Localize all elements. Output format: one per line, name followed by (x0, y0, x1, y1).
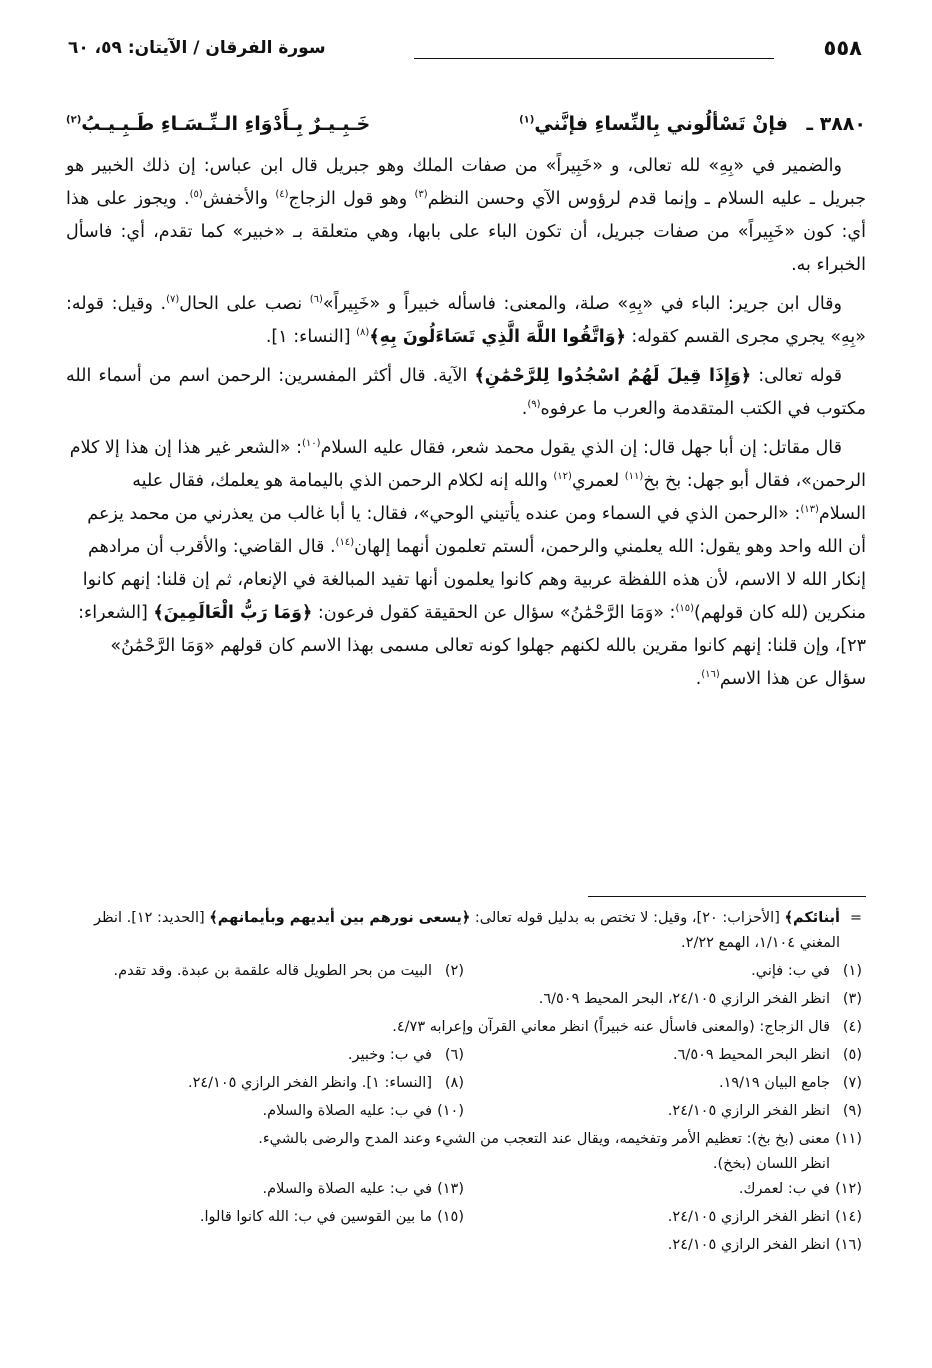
footnote: (١٣)في ب: عليه الصلاة والسلام. (262, 1181, 464, 1197)
footnote-row (66, 1043, 862, 1071)
footnote-row (66, 1099, 862, 1127)
footnote-row (66, 959, 862, 987)
footnote-marker: (١) (519, 114, 535, 126)
footnote: (١٢)في ب: لعمرك. (738, 1181, 862, 1197)
footnote-marker: (٢) (66, 114, 82, 126)
verse-number: ٣٨٨٠ ـ (806, 113, 866, 135)
footnote-marker: (١٤) (335, 537, 355, 549)
footnote: (١)في ب: فإني. (751, 963, 862, 979)
quran-quote: ﴿وَاتَّقُوا اللَّهَ الَّذِي تَسَاءَلُونَ بِهِ﴾ (369, 327, 626, 347)
footnote: (١٠)في ب: عليه الصلاة والسلام. (262, 1103, 464, 1119)
footnote: (٩)انظر الفخر الرازي ٢٤/١٠٥. (667, 1103, 862, 1119)
footnote: (٢)البيت من بحر الطويل قاله علقمة بن عبدة. وقد تقدم. (113, 963, 464, 979)
footnote-marker: (٣) (414, 189, 428, 201)
quran-quote: ﴿وَإِذَا قِيلَ لَهُمُ اسْجُدُوا لِلرَّحْمَٰنِ﴾ (474, 366, 752, 386)
quran-quote: ﴿وَمَا رَبُّ الْعَالَمِينَ﴾ (153, 603, 313, 623)
paragraph-3: قوله تعالى: ﴿وَإِذَا قِيلَ لَهُمُ اسْجُدُوا لِلرَّحْمَٰنِ﴾ الآية. قال أكثر المفسرين: الرحمن اسم من أسماء الله مكتوب في الكتب المتقدمة والعرب ما عرفوه$^{(٩)}$. (66, 366, 866, 419)
footnote-marker: (١٢) (553, 471, 572, 483)
footnote-marker: (١٦) (701, 669, 720, 681)
footnote-row (66, 1177, 862, 1205)
footnotes (66, 906, 862, 1261)
footnote-11: (١١)معنى (بخ بخ): تعظيم الأمر وتفخيمه، ويقال عند التعجب من الشيء وعند المدح والرضى بالشيء. انظر اللسان (بخخ). (258, 1131, 862, 1172)
footnote: (٤)قال الزجاج: (والمعنى فاسأل عنه خبيراً) انظر معاني القرآن وإعرابه ٤/٧٣. (392, 1019, 862, 1035)
footnote-row (66, 1015, 862, 1043)
footnote-row (66, 1233, 862, 1261)
footnote-row (66, 987, 862, 1015)
footnote-separator (588, 896, 866, 897)
footnote-marker: (١١) (624, 471, 644, 483)
first-hemistich: فإنْ تَسْألُوني بِالنِّساءِ فإنَّني$^{(١)}$ (519, 113, 788, 135)
paragraph-1: والضمير في «بِهِ» لله تعالى، و «خَبِيراً» من صفات الملك وهو جبريل قال ابن عباس: إن ذلك الخبير هو جبريل ـ عليه السلام ـ وإنما قدم لرؤوس الآي وحسن النظم$^{(٣)}$ وهو قول الزجاج$^{(٤)}$ والأخفش$^{(٥)}$. ويجوز على هذا أي: كون «خَبِيراً» من صفات جبريل، أن تكون الباء على بابها، وهي متعلقة بـ «خبير» كما تقدم، أي: فاسأل الخبراء به. (66, 156, 867, 275)
footnote-row (66, 1205, 862, 1233)
footnote-continuation: = أبنائكم﴾ [الأحزاب: ٢٠]، وقيل: لا تختص به بدليل قوله تعالى: ﴿يسعى نورهم بين أيديهم وبأيمانهم﴾ [الحديد: ١٢]. انظر المغني ١/١٠٤، الهمع ٢/٢٢. (94, 910, 862, 951)
footnote-marker: (٦) (309, 294, 323, 306)
header-rule (414, 58, 774, 59)
running-title: سورة الفرقان / الآيتان: ٥٩، ٦٠ (68, 38, 326, 58)
footnote: (٨)[النساء: ١]. وانظر الفخر الرازي ٢٤/١٠٥. (187, 1075, 464, 1091)
page-header (68, 36, 862, 68)
second-hemistich: خَـبِـيـرٌ بِـأَدْوَاءِ الـنِّـسَـاءِ طَـبِـيـبُ$^{(٢)}$ (66, 113, 371, 135)
footnote-marker: (١٣) (800, 504, 819, 516)
footnote-marker: (٨) (356, 327, 370, 339)
poetry-verse (66, 108, 866, 148)
footnote-marker: (٧) (166, 294, 180, 306)
footnote-marker: (٥) (189, 189, 203, 201)
footnote: (١٦)انظر الفخر الرازي ٢٤/١٠٥. (667, 1237, 862, 1253)
paragraph-4: قال مقاتل: إن أبا جهل قال: إن الذي يقول محمد شعر، فقال عليه السلام$^{(١٠)}$: «الشعر غير هذا إن هذا إلا كلام الرحمن»، فقال أبو جهل: بخ بخ$^{(١١)}$ لعمري$^{(١٢)}$ والله إنه لكلام الرحمن الذي باليمامة هو يعلمك، فقال عليه السلام$^{(١٣)}$: «الرحمن الذي في السماء ومن عنده يأتيني الوحي»، فقال: يا أبا غالب من يعذرني من محمد يزعم أن الله واحد وهو يقول: الله يعلمني والرحمن، ألستم تعلمون أنهما إلهان$^{(١٤)}$. قال القاضي: والأقرب أن مرادهم إنكار الله لا الاسم، لأن هذه اللفظة عربية وهم كانوا يعلمون أنها تفيد المبالغة في الإنعام، ثم إن قلنا: إنهم كانوا منكرين (لله كان قولهم)$^{(١٥)}$: «وَمَا الرَّحْمَٰنُ» سؤال عن الحقيقة كقول فرعون: ﴿وَمَا رَبُّ الْعَالَمِينَ﴾ [الشعراء: ٢٣]، وإن قلنا: إنهم كانوا مقرين بالله لكنهم جهلوا كونه تعالى مسمى بهذا الاسم كان قولهم «وَمَا الرَّحْمَٰنُ» سؤال عن هذا الاسم$^{(١٦)}$. (69, 438, 866, 689)
page-number: ٥٥٨ (823, 36, 862, 60)
footnote-row (66, 1071, 862, 1099)
main-text (66, 108, 866, 702)
footnote: (٣)انظر الفخر الرازي ٢٤/١٠٥، البحر المحيط ٦/٥٠٩. (538, 991, 862, 1007)
footnote-marker: (٩) (527, 399, 541, 411)
paragraph-2: وقال ابن جرير: الباء في «بِهِ» صلة، والمعنى: فاسأله خبيراً و «خَبِيراً»$^{(٦)}$ نصب على الحال$^{(٧)}$. وقيل: قوله: «بِهِ» يجري مجرى القسم كقوله: ﴿وَاتَّقُوا اللَّهَ الَّذِي تَسَاءَلُونَ بِهِ﴾$^{(٨)}$ [النساء: ١]. (66, 294, 866, 347)
footnote: (١٤)انظر الفخر الرازي ٢٤/١٠٥. (667, 1209, 862, 1225)
footnote: (٧)جامع البيان ١٩/١٩. (718, 1075, 862, 1091)
footnote: (١٥)ما بين القوسين في ب: الله كانوا قالوا. (199, 1209, 464, 1225)
footnote-marker: (٤) (275, 189, 289, 201)
footnote-marker: (١٠) (302, 438, 321, 450)
footnote: (٥)انظر البحر المحيط ٦/٥٠٩. (673, 1047, 862, 1063)
footnote: (٦)في ب: وخبير. (347, 1047, 464, 1063)
footnote-marker: (١٥) (675, 603, 695, 615)
